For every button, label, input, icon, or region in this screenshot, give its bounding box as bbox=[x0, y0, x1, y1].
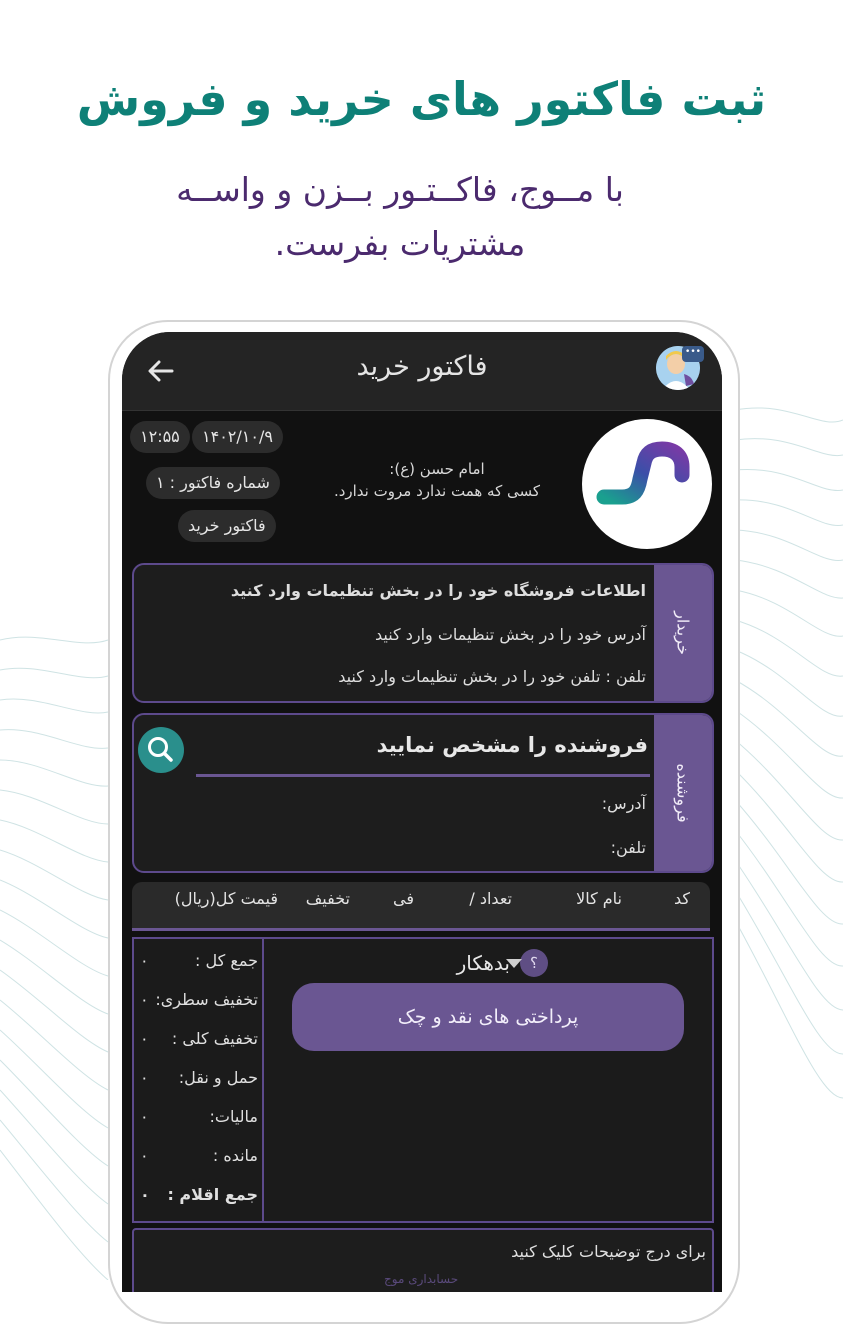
moj-logo-icon bbox=[582, 419, 712, 549]
headline: ثبت فاکتور های خرید و فروش bbox=[76, 72, 767, 126]
col-unit-price: فی bbox=[393, 889, 414, 908]
buyer-phone: تلفن : تلفن خود را در بخش تنظیمات وارد کنید bbox=[338, 667, 646, 686]
invoice-number[interactable]: شماره فاکتور : ۱ bbox=[146, 467, 280, 499]
debtor-label: بدهکار bbox=[456, 951, 510, 975]
buyer-address: آدرس خود را در بخش تنظیمات وارد کنید bbox=[374, 625, 646, 644]
notes-field[interactable] bbox=[132, 1228, 714, 1292]
col-code: کد bbox=[673, 889, 690, 908]
summary-box bbox=[132, 937, 714, 1223]
seller-search-button[interactable] bbox=[138, 727, 184, 773]
items-table-header bbox=[132, 882, 710, 931]
row-discount-row: تخفیف سطری: ۰ bbox=[140, 990, 258, 1009]
seller-card[interactable] bbox=[132, 713, 714, 873]
total-discount-row: تخفیف کلی : ۰ bbox=[140, 1029, 258, 1048]
help-icon[interactable]: ؟ bbox=[520, 949, 548, 977]
seller-tab: فروشنده bbox=[654, 715, 712, 871]
quote bbox=[302, 458, 572, 502]
buyer-card[interactable] bbox=[132, 563, 714, 703]
item-count-row: جمع اقلام : ۰ bbox=[140, 1185, 258, 1204]
chevron-down-icon[interactable] bbox=[506, 959, 522, 968]
watermark: حسابداری موج bbox=[384, 1272, 459, 1286]
phone-screen bbox=[122, 332, 722, 1292]
subline-line-2: مشتریات بفرست. bbox=[274, 224, 526, 263]
page-title: فاکتور خرید bbox=[356, 351, 488, 382]
back-arrow-icon[interactable] bbox=[144, 354, 178, 388]
chat-badge-icon: ••• bbox=[682, 346, 704, 362]
col-item-name: نام کالا bbox=[576, 889, 622, 908]
quote-text: کسی که همت ندارد مروت ندارد. bbox=[333, 482, 541, 500]
tax-row: مالیات: ۰ bbox=[140, 1107, 258, 1126]
seller-phone-label: تلفن: bbox=[610, 838, 646, 857]
app-bar bbox=[122, 332, 722, 411]
totals-column bbox=[134, 939, 264, 1221]
subline bbox=[120, 163, 680, 271]
col-discount: تخفیف bbox=[305, 889, 350, 908]
seller-name-input[interactable]: فروشنده را مشخص نمایید bbox=[376, 733, 648, 757]
notes-placeholder: برای درج توضیحات کلیک کنید bbox=[511, 1242, 706, 1261]
total-sum-row: جمع کل : ۰ bbox=[140, 951, 258, 970]
balance-row: مانده : ۰ bbox=[140, 1146, 258, 1165]
col-quantity: تعداد / bbox=[469, 889, 512, 908]
invoice-type[interactable]: فاکتور خرید bbox=[178, 510, 276, 542]
seller-underline bbox=[196, 774, 650, 777]
buyer-store-info: اطلاعات فروشگاه خود را در بخش تنظیمات وارد کنید bbox=[230, 581, 646, 600]
invoice-time[interactable]: ۱۲:۵۵ bbox=[130, 421, 190, 453]
quote-author: امام حسن (ع): bbox=[389, 460, 485, 478]
subline-line-1: با مــوج، فاکــتـور بــزن و واســه bbox=[176, 170, 624, 209]
shipping-row: حمل و نقل: ۰ bbox=[140, 1068, 258, 1087]
seller-address-label: آدرس: bbox=[601, 794, 646, 813]
store-logo[interactable] bbox=[582, 419, 712, 549]
col-total-price: قیمت کل(ریال) bbox=[174, 889, 278, 908]
search-icon bbox=[138, 727, 184, 773]
cash-check-payments-button[interactable]: پرداختی های نقد و چک bbox=[292, 983, 684, 1051]
buyer-tab: خریدار bbox=[654, 565, 712, 701]
invoice-date[interactable]: ۱۴۰۲/۱۰/۹ bbox=[192, 421, 283, 453]
